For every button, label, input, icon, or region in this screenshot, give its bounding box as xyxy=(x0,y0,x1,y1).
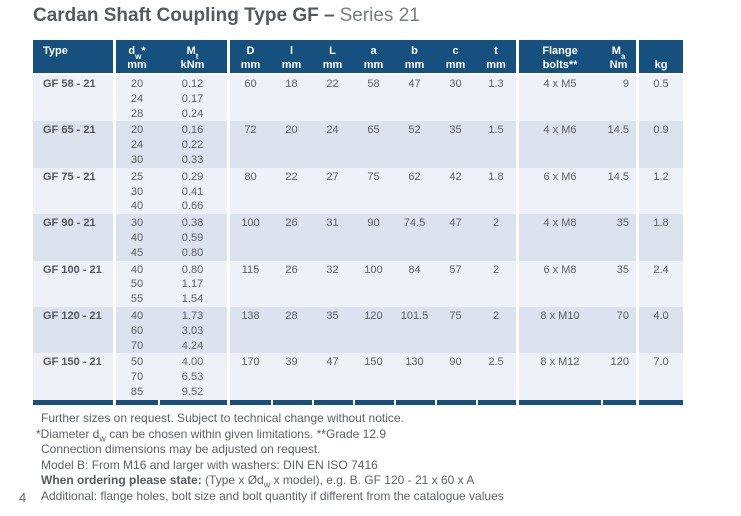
cell-c: 75 xyxy=(435,307,476,353)
cell-mt xyxy=(158,214,227,260)
cell-line: 70 xyxy=(130,339,144,352)
cell-b: 52 xyxy=(394,121,435,167)
cell-kg: 2.4 xyxy=(639,261,683,307)
column-header-c xyxy=(435,40,476,75)
border-segment xyxy=(230,400,271,405)
cell-dw xyxy=(116,214,158,260)
cell-line: 30 xyxy=(130,217,144,230)
cell-line: 0.80 xyxy=(181,263,204,276)
cell-a: 90 xyxy=(353,214,394,260)
cell-a: 75 xyxy=(353,168,394,214)
title-main: Cardan Shaft Coupling Type GF – xyxy=(33,5,335,26)
cell-line: 24 xyxy=(130,139,144,152)
cell-ma: 14.5 xyxy=(601,168,636,214)
cell-L: 32 xyxy=(312,261,353,307)
cell-c: 30 xyxy=(435,75,476,121)
border-segment xyxy=(116,400,158,405)
cell-line: 24 xyxy=(130,92,144,105)
cell-a: 65 xyxy=(353,121,394,167)
cell-kg: 7.0 xyxy=(639,353,683,399)
cell-t: 1.8 xyxy=(476,168,516,214)
column-header-bolts xyxy=(519,40,601,75)
cell-line: 0.16 xyxy=(181,124,204,137)
footnote-line: Model B: From M16 and larger with washers: DIN EN ISO 7416 xyxy=(41,457,378,472)
cell-mt xyxy=(158,121,227,167)
cell-line: 0.29 xyxy=(181,170,204,183)
cell-line: 28 xyxy=(130,107,144,120)
cell-b: 74.5 xyxy=(394,214,435,260)
cell-t: 2 xyxy=(476,307,516,353)
column-unit: mm xyxy=(486,59,506,71)
cell-line: 60 xyxy=(130,324,144,337)
title-series: Series 21 xyxy=(339,5,420,26)
column-unit: kNm xyxy=(180,59,205,71)
column-label: t xyxy=(494,45,498,57)
column-label: $d_w*$ xyxy=(128,45,146,62)
border-segment xyxy=(601,400,636,405)
border-segment xyxy=(394,400,435,405)
column-label: b xyxy=(411,45,418,57)
cell-line: 6.53 xyxy=(181,371,204,384)
border-segment xyxy=(271,400,312,405)
cell-kg: 4.0 xyxy=(639,307,683,353)
cell-mt xyxy=(158,353,227,399)
cell-D: 138 xyxy=(230,307,271,353)
cell-dw xyxy=(116,75,158,121)
cell-line: 40 xyxy=(130,309,144,322)
column-label: $M_a$ xyxy=(611,45,626,62)
column-unit: mm xyxy=(363,59,384,71)
column-label: a xyxy=(370,45,377,57)
cell-bolts: 4 x M8 xyxy=(519,214,601,260)
column-label: Flange xyxy=(542,45,578,57)
cell-l: 20 xyxy=(271,121,312,167)
column-header-t xyxy=(476,40,516,75)
cell-line: 40 xyxy=(130,231,144,244)
cell-line: 25 xyxy=(130,170,144,183)
cell-b: 130 xyxy=(394,353,435,399)
cell-t: 2 xyxy=(476,214,516,260)
cell-D: 80 xyxy=(230,168,271,214)
cell-t: 2.5 xyxy=(476,353,516,399)
cell-line: 0.59 xyxy=(181,231,204,244)
cell-line: 0.33 xyxy=(181,153,204,166)
cell-line: 45 xyxy=(130,246,144,259)
cell-line: 50 xyxy=(130,278,144,291)
cell-bolts: 4 x M6 xyxy=(519,121,601,167)
page-number: 4 xyxy=(19,490,27,505)
cell-bolts: 4 x M5 xyxy=(519,75,601,121)
cell-line: 0.38 xyxy=(181,217,204,230)
cell-dw xyxy=(116,307,158,353)
cell-t: 1.5 xyxy=(476,121,516,167)
cell-t: 2 xyxy=(476,261,516,307)
column-header-a xyxy=(353,40,394,75)
cell-c: 57 xyxy=(435,261,476,307)
cell-line: 30 xyxy=(130,153,144,166)
column-label: c xyxy=(452,45,459,57)
column-unit: Nm xyxy=(609,59,628,71)
cell-type: GF 150 - 21 xyxy=(33,353,113,399)
cell-dw xyxy=(116,121,158,167)
cell-line: 40 xyxy=(130,200,144,213)
cell-D: 115 xyxy=(230,261,271,307)
cell-line: 3.03 xyxy=(181,324,204,337)
table-bottom-border xyxy=(33,400,683,405)
page-title xyxy=(33,5,420,27)
cell-bolts: 6 x M6 xyxy=(519,168,601,214)
cell-line: 0.17 xyxy=(181,92,204,105)
column-header-L xyxy=(312,40,353,75)
cell-type: GF 100 - 21 xyxy=(33,261,113,307)
border-segment xyxy=(519,400,601,405)
cell-dw xyxy=(116,261,158,307)
header-row xyxy=(33,40,683,75)
cell-L: 35 xyxy=(312,307,353,353)
column-header-D xyxy=(230,40,271,75)
border-segment xyxy=(353,400,394,405)
cell-l: 26 xyxy=(271,214,312,260)
column-label: D xyxy=(246,45,255,57)
cell-a: 120 xyxy=(353,307,394,353)
cell-l: 18 xyxy=(271,75,312,121)
cell-D: 72 xyxy=(230,121,271,167)
table-row xyxy=(33,168,683,214)
specification-table xyxy=(33,40,683,405)
cell-ma: 14.5 xyxy=(601,121,636,167)
column-unit: mm xyxy=(281,59,302,71)
cell-c: 90 xyxy=(435,353,476,399)
column-label: L xyxy=(329,45,336,57)
cell-type: GF 65 - 21 xyxy=(33,121,113,167)
column-header-mt xyxy=(158,40,227,75)
column-label: $M_t$ xyxy=(186,45,199,62)
column-unit: bolts** xyxy=(542,59,578,71)
cell-line: 1.17 xyxy=(181,278,204,291)
cell-line: 0.41 xyxy=(181,185,204,198)
cell-b: 84 xyxy=(394,261,435,307)
cell-c: 42 xyxy=(435,168,476,214)
column-header-type xyxy=(33,40,113,75)
cell-line: 1.73 xyxy=(181,309,204,322)
cell-line: 70 xyxy=(130,371,144,384)
column-header-dw xyxy=(116,40,158,75)
cell-line: 0.80 xyxy=(181,246,204,259)
column-header-ma xyxy=(601,40,636,75)
column-header-b xyxy=(394,40,435,75)
cell-l: 28 xyxy=(271,307,312,353)
cell-D: 170 xyxy=(230,353,271,399)
footnote-line: Connection dimensions may be adjusted on request. xyxy=(41,442,321,457)
column-unit: mm xyxy=(445,59,466,71)
cell-kg: 0.5 xyxy=(639,75,683,121)
cell-mt xyxy=(158,261,227,307)
cell-type: GF 75 - 21 xyxy=(33,168,113,214)
cell-a: 100 xyxy=(353,261,394,307)
cell-type: GF 90 - 21 xyxy=(33,214,113,260)
cell-ma: 120 xyxy=(601,353,636,399)
cell-line: 55 xyxy=(130,293,144,306)
column-unit: mm xyxy=(127,59,147,71)
border-segment xyxy=(476,400,516,405)
cell-l: 39 xyxy=(271,353,312,399)
cell-t: 1.3 xyxy=(476,75,516,121)
column-unit: kg xyxy=(654,59,668,71)
border-segment xyxy=(33,400,113,405)
cell-kg: 1.8 xyxy=(639,214,683,260)
cell-line: 85 xyxy=(130,385,144,398)
cell-line: 0.22 xyxy=(181,139,204,152)
cell-line: 4.00 xyxy=(181,356,204,369)
cell-line: 20 xyxy=(130,124,144,137)
column-unit: mm xyxy=(322,59,343,71)
cell-D: 60 xyxy=(230,75,271,121)
table-header xyxy=(33,40,683,75)
column-label xyxy=(639,40,683,59)
cell-ma: 35 xyxy=(601,214,636,260)
table-body xyxy=(33,75,683,405)
cell-bolts: 8 x M10 xyxy=(519,307,601,353)
cell-c: 47 xyxy=(435,214,476,260)
table-row xyxy=(33,121,683,167)
cell-b: 101.5 xyxy=(394,307,435,353)
cell-l: 22 xyxy=(271,168,312,214)
footnote-bold-text: When ordering please state: xyxy=(41,473,202,488)
cell-line: 4.24 xyxy=(181,339,204,352)
cell-ma: 9 xyxy=(601,75,636,121)
table-row xyxy=(33,75,683,121)
column-unit: mm xyxy=(404,59,425,71)
footnotes xyxy=(36,411,504,505)
footnote-line: Further sizes on request. Subject to technical change without notice. xyxy=(41,411,404,425)
cell-L: 47 xyxy=(312,353,353,399)
footnote-line: Additional: flange holes, bolt size and bolt quantity if different from the catalogue values xyxy=(41,488,504,503)
cell-line: 40 xyxy=(130,263,144,276)
column-label: l xyxy=(289,45,294,57)
cell-kg: 1.2 xyxy=(639,168,683,214)
cell-c: 35 xyxy=(435,121,476,167)
cell-ma: 35 xyxy=(601,261,636,307)
column-header-kg xyxy=(639,40,683,75)
cell-bolts: 8 x M12 xyxy=(519,353,601,399)
column-header-l xyxy=(271,40,312,75)
cell-b: 47 xyxy=(394,75,435,121)
footnote-line: *Diameter $d_w$ can be chosen within given limitations. **Grade 12.9 xyxy=(36,426,387,443)
cell-kg: 0.9 xyxy=(639,121,683,167)
table-row xyxy=(33,214,683,260)
cell-dw xyxy=(116,168,158,214)
cell-type: GF 58 - 21 xyxy=(33,75,113,121)
cell-line: 0.12 xyxy=(181,78,204,90)
border-segment xyxy=(435,400,476,405)
cell-line: 50 xyxy=(130,356,144,369)
cell-a: 58 xyxy=(353,75,394,121)
cell-L: 31 xyxy=(312,214,353,260)
cell-dw xyxy=(116,353,158,399)
cell-line: 9.52 xyxy=(181,385,204,398)
coupling-table xyxy=(33,40,683,405)
table-row xyxy=(33,307,683,353)
cell-type: GF 120 - 21 xyxy=(33,307,113,353)
cell-D: 100 xyxy=(230,214,271,260)
cell-L: 27 xyxy=(312,168,353,214)
border-segment xyxy=(639,400,683,405)
cell-a: 150 xyxy=(353,353,394,399)
cell-line: 1.54 xyxy=(181,293,204,306)
column-label: Type xyxy=(43,45,68,57)
cell-mt xyxy=(158,168,227,214)
table-row xyxy=(33,261,683,307)
cell-line: 0.24 xyxy=(181,107,204,120)
footnote-line: When ordering please state: (Type x $Ød_w$ x model), e.g. B. GF 120 - 21 x 60 x A xyxy=(41,473,475,490)
cell-ma: 70 xyxy=(601,307,636,353)
border-segment xyxy=(158,400,227,405)
cell-L: 24 xyxy=(312,121,353,167)
border-segment xyxy=(312,400,353,405)
cell-l: 26 xyxy=(271,261,312,307)
table-row xyxy=(33,353,683,399)
cell-line: 20 xyxy=(130,78,144,90)
cell-mt xyxy=(158,307,227,353)
cell-bolts: 6 x M8 xyxy=(519,261,601,307)
cell-line: 0.66 xyxy=(181,200,204,213)
cell-mt xyxy=(158,75,227,121)
column-unit: mm xyxy=(240,59,261,71)
cell-b: 62 xyxy=(394,168,435,214)
cell-line: 30 xyxy=(130,185,144,198)
cell-L: 22 xyxy=(312,75,353,121)
